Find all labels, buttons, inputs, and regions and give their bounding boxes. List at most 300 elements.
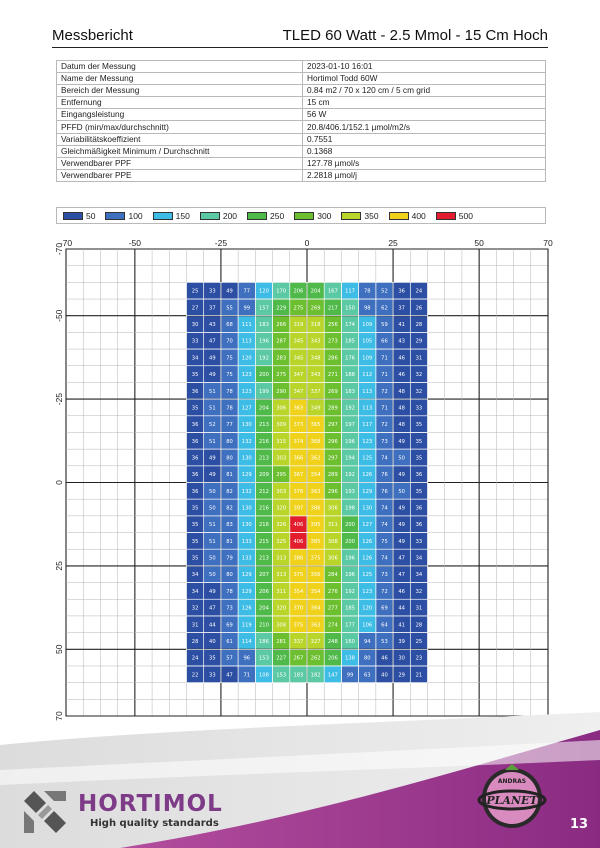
heatmap-cell-value: 130 <box>362 505 373 512</box>
heatmap-cell-value: 209 <box>259 472 269 479</box>
brand-name: HORTIMOL <box>78 791 223 817</box>
y-tick-label: 50 <box>54 644 64 655</box>
heatmap-cell-value: 347 <box>293 388 304 395</box>
heatmap-cell-value: 123 <box>362 588 373 595</box>
heatmap-cell-value: 66 <box>381 338 388 345</box>
heatmap-cell-value: 25 <box>415 638 423 645</box>
heatmap-cell-value: 308 <box>276 622 287 629</box>
heatmap-cell-value: 50 <box>209 488 216 495</box>
heatmap-cell-value: 120 <box>362 605 373 612</box>
heatmap-cell-value: 204 <box>259 405 269 412</box>
heatmap-cell-value: 367 <box>293 472 304 479</box>
y-tick-label: 25 <box>54 561 64 571</box>
heatmap-cell-value: 319 <box>293 322 304 329</box>
heatmap-cell-value: 216 <box>259 522 269 529</box>
heatmap-cell-value: 41 <box>398 622 405 629</box>
heatmap-cell-value: 28 <box>191 638 199 645</box>
info-value: Hortimol Todd 60W <box>303 73 546 85</box>
heatmap-cell-value: 76 <box>381 472 388 479</box>
heatmap-cell-value: 306 <box>327 555 338 562</box>
heatmap-cell-value: 297 <box>327 455 338 462</box>
heatmap-cell-value: 275 <box>276 372 287 379</box>
heatmap-cell-value: 49 <box>209 588 216 595</box>
heatmap-cell-value: 213 <box>259 422 269 429</box>
heatmap-cell-value: 49 <box>398 505 405 512</box>
heatmap-cell-value: 196 <box>345 438 355 445</box>
heatmap-cell-value: 70 <box>226 338 233 345</box>
info-label: PFFD (min/max/durchschnitt) <box>57 121 303 133</box>
y-tick-label: -70 <box>54 242 64 256</box>
heatmap-cell-value: 345 <box>293 355 304 362</box>
heatmap-cell-value: 35 <box>415 422 423 429</box>
heatmap-cell-value: 49 <box>209 372 216 379</box>
legend-label: 300 <box>317 210 332 221</box>
heatmap-cell-value: 386 <box>293 555 304 562</box>
heatmap-cell-value: 94 <box>363 638 371 645</box>
heatmap-cell-value: 47 <box>209 338 216 345</box>
heatmap-cell-value: 49 <box>398 538 405 545</box>
heatmap-cell-value: 78 <box>363 288 371 295</box>
heatmap-cell-value: 303 <box>276 455 287 462</box>
heatmap-cell-value: 47 <box>398 572 405 579</box>
heatmap-cell-value: 75 <box>226 372 233 379</box>
heatmap-cell-value: 262 <box>310 655 321 662</box>
heatmap-cell-value: 297 <box>327 422 338 429</box>
heatmap-cell-value: 52 <box>381 288 388 295</box>
heatmap-cell-value: 126 <box>362 472 373 479</box>
legend-label: 500 <box>458 210 473 221</box>
heatmap-cell-value: 36 <box>415 522 423 529</box>
heatmap-cell-value: 49 <box>398 522 405 529</box>
info-value: 56 W <box>303 109 546 121</box>
heatmap-cell-value: 385 <box>310 538 321 545</box>
heatmap-cell-value: 295 <box>276 472 287 479</box>
heatmap-cell-value: 78 <box>226 388 233 395</box>
heatmap-cell-value: 200 <box>259 372 269 379</box>
heatmap-cell-value: 269 <box>310 305 321 312</box>
heatmap-cell-value: 35 <box>191 405 199 412</box>
heatmap-cell-value: 53 <box>381 638 388 645</box>
heatmap-cell-value: 21 <box>415 672 423 679</box>
heatmap-cell-value: 133 <box>241 538 252 545</box>
heatmap-cell-value: 204 <box>310 288 321 295</box>
heatmap-cell-value: 57 <box>226 655 233 662</box>
heatmap-cell-value: 28 <box>415 322 423 329</box>
heatmap-cell-value: 74 <box>381 522 388 529</box>
product-title: TLED 60 Watt - 2.5 Mmol - 15 Cm Hoch <box>282 27 548 44</box>
y-tick-label: 70 <box>54 711 64 721</box>
heatmap-cell-value: 132 <box>241 488 252 495</box>
heatmap-cell-value: 182 <box>310 672 321 679</box>
heatmap-cell-value: 306 <box>327 505 338 512</box>
heatmap-cell-value: 370 <box>293 605 304 612</box>
heatmap-cell-value: 354 <box>293 588 304 595</box>
heatmap-cell-value: 35 <box>209 655 216 662</box>
heatmap-cell-value: 59 <box>381 322 388 329</box>
heatmap-cell-value: 192 <box>259 355 269 362</box>
heatmap-cell-value: 43 <box>398 338 405 345</box>
heatmap-cell-value: 73 <box>381 572 388 579</box>
heatmap-cell-value: 71 <box>243 672 251 679</box>
heatmap-cell-value: 327 <box>310 638 321 645</box>
heatmap-cell-value: 194 <box>345 455 355 462</box>
heatmap-cell-value: 32 <box>415 388 423 395</box>
info-label: Datum der Messung <box>57 61 303 73</box>
heatmap-cell-value: 51 <box>209 538 216 545</box>
heatmap-cell-value: 83 <box>226 522 233 529</box>
info-label: Verwendbarer PPF <box>57 157 303 169</box>
heatmap-cell-value: 71 <box>381 405 388 412</box>
heatmap-cell-value: 46 <box>398 372 405 379</box>
heatmap-cell-value: 290 <box>276 388 287 395</box>
heatmap-cell-value: 406 <box>293 522 304 529</box>
heatmap-cell-value: 35 <box>191 505 199 512</box>
info-value: 2023-01-10 16:01 <box>303 61 546 73</box>
heatmap-cell-value: 34 <box>191 572 199 579</box>
heatmap-cell-value: 126 <box>241 605 252 612</box>
heatmap-cell-value: 35 <box>191 522 199 529</box>
heatmap-cell-value: 75 <box>226 355 233 362</box>
heatmap-cell-value: 47 <box>398 555 405 562</box>
heatmap-cell-value: 306 <box>276 405 287 412</box>
info-value: 15 cm <box>303 97 546 109</box>
heatmap-cell-value: 123 <box>241 388 252 395</box>
heatmap-cell-value: 33 <box>209 672 216 679</box>
heatmap-cell-value: 267 <box>293 655 304 662</box>
heatmap-cell-value: 68 <box>226 322 233 329</box>
info-label: Name der Messung <box>57 73 303 85</box>
heatmap-cell-value: 303 <box>276 488 287 495</box>
badge-top-text: ANDRAS <box>497 778 527 785</box>
heatmap-cell-value: 406 <box>293 538 304 545</box>
heatmap-cell-value: 72 <box>381 422 388 429</box>
heatmap-cell-value: 127 <box>241 405 252 412</box>
heatmap-cell-value: 82 <box>226 488 233 495</box>
heatmap-cell-value: 170 <box>276 288 287 295</box>
heatmap-cell-value: 313 <box>276 555 287 562</box>
heatmap-cell-value: 286 <box>327 355 338 362</box>
heatmap-cell-value: 49 <box>209 355 216 362</box>
heatmap-cell-value: 129 <box>241 572 252 579</box>
heatmap-cell-value: 206 <box>293 288 304 295</box>
legend-label: 50 <box>86 210 96 221</box>
heatmap-cell-value: 36 <box>415 472 423 479</box>
heatmap-cell-value: 248 <box>327 638 338 645</box>
heatmap-cell-value: 362 <box>310 455 321 462</box>
heatmap-cell-value: 177 <box>345 622 355 629</box>
heatmap-cell-value: 64 <box>381 622 388 629</box>
heatmap-cell-value: 48 <box>398 388 405 395</box>
heatmap-cell-value: 227 <box>276 655 287 662</box>
heatmap-cell-value: 69 <box>226 622 233 629</box>
heatmap-cell-value: 29 <box>398 672 405 679</box>
heatmap-cell-value: 311 <box>276 588 287 595</box>
heatmap-cell-value: 271 <box>327 372 338 379</box>
heatmap-cell-value: 197 <box>345 422 355 429</box>
heatmap-cell-value: 320 <box>276 505 287 512</box>
heatmap-cell-value: 174 <box>345 322 355 329</box>
heatmap-cell-value: 363 <box>310 622 321 629</box>
heatmap-cell-value: 183 <box>293 672 304 679</box>
heatmap-cell-value: 23 <box>415 655 423 662</box>
heatmap-cell-value: 213 <box>259 555 269 562</box>
heatmap-cell-value: 49 <box>398 472 405 479</box>
info-value: 127.78 µmol/s <box>303 157 546 169</box>
heatmap-cell-value: 125 <box>362 572 373 579</box>
heatmap-cell-value: 44 <box>398 605 405 612</box>
info-label: Eingangsleistung <box>57 109 303 121</box>
heatmap-cell-value: 386 <box>310 505 321 512</box>
x-tick-label: 25 <box>388 238 398 248</box>
heatmap-cell-value: 256 <box>327 322 338 329</box>
heatmap-cell-value: 37 <box>209 305 216 312</box>
heatmap-cell-value: 150 <box>345 305 355 312</box>
heatmap-cell-value: 48 <box>398 405 405 412</box>
heatmap-cell-value: 31 <box>191 622 199 629</box>
heatmap-cell-value: 49 <box>226 288 233 295</box>
page-number: 13 <box>570 817 589 832</box>
heatmap-cell-value: 320 <box>276 605 287 612</box>
heatmap-cell-value: 123 <box>241 372 252 379</box>
heatmap-cell-value: 25 <box>191 288 199 295</box>
heatmap-cell-value: 113 <box>362 405 373 412</box>
heatmap-cell-value: 35 <box>191 555 199 562</box>
heatmap-cell-value: 108 <box>259 672 269 679</box>
heatmap-cell-value: 41 <box>398 322 405 329</box>
heatmap-cell-value: 375 <box>310 555 321 562</box>
heatmap-cell-value: 34 <box>415 572 423 579</box>
heatmap-cell-value: 36 <box>398 288 405 295</box>
heatmap-cell-value: 99 <box>243 305 251 312</box>
heatmap-cell-value: 74 <box>381 555 388 562</box>
heatmap-cell-value: 72 <box>381 388 388 395</box>
heatmap-cell-value: 343 <box>310 372 321 379</box>
heatmap-cell-value: 186 <box>259 638 269 645</box>
x-tick-label: 0 <box>304 238 310 248</box>
heatmap-cell-value: 188 <box>345 372 355 379</box>
heatmap-cell-value: 50 <box>209 572 216 579</box>
heatmap-cell-value: 63 <box>363 672 371 679</box>
heatmap-cell-value: 276 <box>327 588 338 595</box>
heatmap-cell-value: 132 <box>241 438 252 445</box>
y-tick-label: -50 <box>54 309 64 322</box>
x-tick-label: -25 <box>214 238 228 248</box>
heatmap-cell-value: 113 <box>362 388 373 395</box>
heatmap-cell-value: 157 <box>259 305 269 312</box>
heatmap-cell-value: 33 <box>415 405 423 412</box>
heatmap-cell-value: 308 <box>327 538 338 545</box>
heatmap-cell-value: 199 <box>259 388 269 395</box>
heatmap-cell-value: 325 <box>276 538 287 545</box>
info-label: Variabilitätskoeffizient <box>57 133 303 145</box>
heatmap-cell-value: 112 <box>362 372 373 379</box>
heatmap-cell-value: 82 <box>226 505 233 512</box>
heatmap-cell-value: 34 <box>415 555 423 562</box>
heatmap-cell-value: 119 <box>241 622 252 629</box>
heatmap-cell-value: 80 <box>226 572 233 579</box>
heatmap-cell-value: 33 <box>415 538 423 545</box>
heatmap-cell-value: 47 <box>209 605 216 612</box>
heatmap-cell-value: 99 <box>346 672 354 679</box>
legend-label: 350 <box>364 210 379 221</box>
heatmap-cell-value: 365 <box>310 422 321 429</box>
heatmap-cell-value: 210 <box>259 622 269 629</box>
heatmap-cell-value: 376 <box>293 488 304 495</box>
heatmap-cell-value: 363 <box>293 405 304 412</box>
heatmap-cell-value: 24 <box>415 288 423 295</box>
heatmap-cell-value: 43 <box>209 322 216 329</box>
heatmap-cell-value: 36 <box>415 505 423 512</box>
heatmap-cell-value: 206 <box>259 588 269 595</box>
heatmap-cell-value: 289 <box>327 472 338 479</box>
heatmap-cell-value: 374 <box>293 438 304 445</box>
heatmap-cell-value: 77 <box>226 422 233 429</box>
heatmap-cell-value: 96 <box>243 655 251 662</box>
legend-label: 100 <box>128 210 143 221</box>
heatmap-cell-value: 192 <box>345 405 355 412</box>
heatmap-cell-value: 69 <box>381 605 388 612</box>
heatmap-cell-value: 55 <box>226 305 233 312</box>
heatmap-cell-value: 51 <box>209 405 216 412</box>
heatmap-cell-value: 40 <box>381 672 388 679</box>
heatmap-cell-value: 185 <box>345 605 355 612</box>
heatmap-cell-value: 130 <box>241 505 252 512</box>
heatmap-cell-value: 126 <box>362 538 373 545</box>
heatmap-cell-value: 117 <box>345 288 355 295</box>
info-value: 0.1368 <box>303 145 546 157</box>
heatmap-cell-value: 32 <box>415 588 423 595</box>
heatmap-cell-value: 80 <box>363 655 371 662</box>
heatmap-cell-value: 105 <box>362 338 373 345</box>
heatmap-cell-value: 78 <box>226 405 233 412</box>
heatmap-cell-value: 27 <box>191 305 199 312</box>
info-value: 20.8/406.1/152.1 µmol/m2/s <box>303 121 546 133</box>
heatmap-cell-value: 46 <box>398 355 405 362</box>
heatmap-cell-value: 26 <box>415 305 423 312</box>
heatmap-cell-value: 73 <box>226 605 233 612</box>
report-title: Messbericht <box>52 27 133 44</box>
heatmap-cell-value: 35 <box>415 488 423 495</box>
heatmap-cell-value: 354 <box>310 472 321 479</box>
heatmap-cell-value: 192 <box>345 588 355 595</box>
heatmap-cell-value: 29 <box>415 338 423 345</box>
heatmap-cell-value: 36 <box>191 488 199 495</box>
heatmap-cell-value: 287 <box>276 338 287 345</box>
heatmap-cell-value: 36 <box>191 422 199 429</box>
heatmap-cell-value: 153 <box>259 655 269 662</box>
x-tick-label: 50 <box>474 238 484 248</box>
heatmap-cell-value: 32 <box>415 372 423 379</box>
heatmap-cell-value: 30 <box>398 655 405 662</box>
heatmap-cell-value: 109 <box>362 322 373 329</box>
heatmap-cell-value: 347 <box>293 372 304 379</box>
heatmap-cell-value: 356 <box>310 572 321 579</box>
heatmap-cell-value: 207 <box>259 572 269 579</box>
legend-label: 150 <box>175 210 190 221</box>
heatmap-cell-value: 120 <box>241 355 252 362</box>
heatmap-cell-value: 50 <box>209 505 216 512</box>
heatmap-cell-value: 36 <box>191 438 199 445</box>
heatmap-cell-value: 315 <box>276 438 287 445</box>
heatmap-cell-value: 337 <box>310 388 321 395</box>
heatmap-cell-value: 284 <box>327 572 338 579</box>
heatmap-cell-value: 127 <box>362 522 373 529</box>
heatmap-cell-value: 51 <box>209 438 216 445</box>
y-tick-label: 0 <box>54 480 64 485</box>
heatmap-cell-value: 153 <box>276 672 287 679</box>
info-label: Verwendbarer PPE <box>57 169 303 181</box>
heatmap-cell-value: 33 <box>209 288 216 295</box>
info-value: 0.84 m2 / 70 x 120 cm / 5 cm grid <box>303 85 546 97</box>
heatmap-cell-value: 44 <box>209 622 216 629</box>
heatmap-cell-value: 309 <box>276 422 287 429</box>
heatmap-cell-value: 35 <box>191 538 199 545</box>
heatmap-cell-value: 130 <box>241 455 252 462</box>
heatmap-cell-value: 37 <box>398 305 405 312</box>
heatmap-cell-value: 49 <box>209 455 216 462</box>
heatmap-cell-value: 74 <box>381 455 388 462</box>
heatmap-cell-value: 80 <box>226 455 233 462</box>
heatmap-cell-value: 167 <box>327 288 338 295</box>
heatmap-cell-value: 81 <box>226 538 233 545</box>
heatmap-cell-value: 75 <box>381 538 388 545</box>
heatmap-cell-value: 217 <box>327 305 338 312</box>
heatmap-cell-value: 283 <box>276 355 287 362</box>
heatmap-cell-value: 73 <box>381 438 388 445</box>
heatmap-cell-value: 216 <box>259 505 269 512</box>
heatmap-cell-value: 31 <box>415 355 423 362</box>
info-value: 2.2818 µmol/j <box>303 169 546 181</box>
heatmap-cell-value: 281 <box>276 638 287 645</box>
heatmap-cell-value: 354 <box>310 588 321 595</box>
heatmap-cell-value: 296 <box>327 488 338 495</box>
heatmap-cell-value: 273 <box>327 338 338 345</box>
heatmap-cell-value: 200 <box>345 522 355 529</box>
heatmap-cell-value: 35 <box>191 372 199 379</box>
heatmap-cell-value: 76 <box>381 488 388 495</box>
heatmap-cell-value: 363 <box>310 488 321 495</box>
heatmap-cell-value: 133 <box>241 555 252 562</box>
heatmap-cell-value: 185 <box>345 338 355 345</box>
legend-label: 250 <box>270 210 285 221</box>
heatmap-cell-value: 366 <box>293 455 304 462</box>
heatmap-cell-value: 50 <box>398 488 405 495</box>
heatmap-cell-value: 183 <box>345 388 355 395</box>
heatmap-cell-value: 326 <box>276 522 287 529</box>
heatmap-cell-value: 71 <box>381 372 388 379</box>
heatmap-cell-value: 36 <box>191 472 199 479</box>
heatmap-cell-value: 213 <box>259 455 269 462</box>
heatmap-cell-value: 198 <box>345 505 355 512</box>
heatmap-cell-value: 229 <box>276 305 287 312</box>
heatmap-cell-value: 61 <box>226 638 233 645</box>
heatmap-cell-value: 216 <box>259 438 269 445</box>
heatmap-cell-value: 192 <box>345 472 355 479</box>
heatmap-cell-value: 40 <box>209 638 216 645</box>
heatmap-cell-value: 106 <box>362 622 373 629</box>
heatmap-cell-value: 32 <box>191 605 199 612</box>
heatmap-cell-value: 123 <box>362 438 373 445</box>
heatmap-cell-value: 345 <box>293 338 304 345</box>
andras-planet-badge <box>477 762 547 832</box>
heatmap-cell-value: 22 <box>191 672 199 679</box>
heatmap-cell-value: 77 <box>243 288 251 295</box>
heatmap-cell-value: 176 <box>345 355 355 362</box>
heatmap-cell-value: 81 <box>226 472 233 479</box>
heatmap-cell-value: 183 <box>259 322 269 329</box>
heatmap-cell-value: 274 <box>327 622 338 629</box>
heatmap-cell-value: 125 <box>362 455 373 462</box>
